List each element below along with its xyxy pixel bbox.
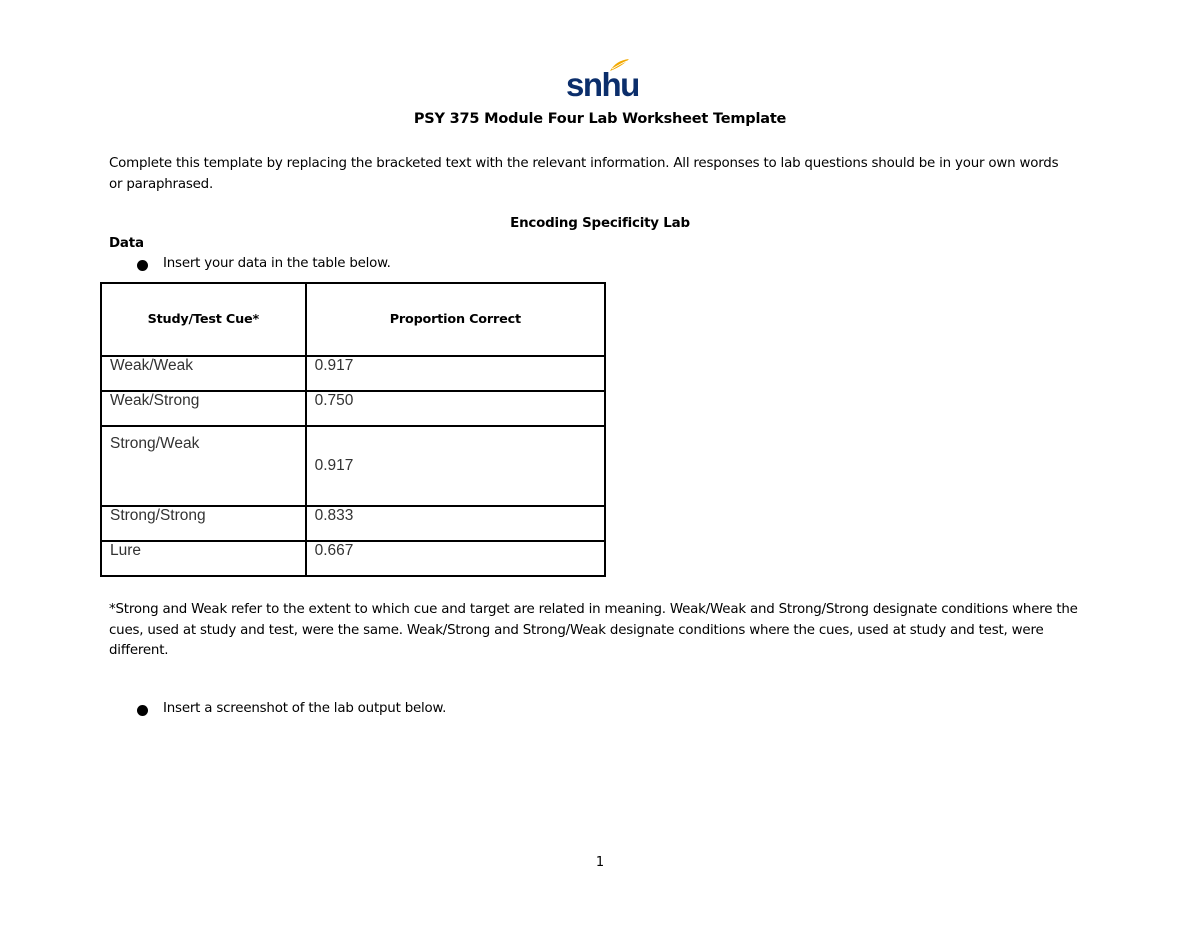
data-table <box>100 282 606 577</box>
table-row <box>101 391 605 426</box>
cue-cell[interactable]: Strong/Weak <box>101 426 306 506</box>
table-row <box>101 426 605 506</box>
header-study-test-cue: Study/Test Cue* <box>101 283 306 356</box>
value-cell[interactable]: 0.667 <box>306 541 605 576</box>
value-cell[interactable]: 0.917 <box>306 356 605 391</box>
page-number: 1 <box>595 855 605 870</box>
table-row <box>101 356 605 391</box>
section-title: Encoding Specificity Lab <box>510 216 690 231</box>
header-proportion-correct: Proportion Correct <box>306 283 605 356</box>
cue-cell[interactable]: Strong/Strong <box>101 506 306 541</box>
cue-cell[interactable]: Lure <box>101 541 306 576</box>
table-row <box>101 541 605 576</box>
snhu-logo <box>566 58 639 103</box>
value-cell[interactable]: 0.833 <box>306 506 605 541</box>
cue-cell[interactable]: Weak/Strong <box>101 391 306 426</box>
table-header-row <box>101 283 605 356</box>
value-cell[interactable]: 0.917 <box>306 426 605 506</box>
table-footnote: *Strong and Weak refer to the extent to which cue and target are related in meaning. Weak/Weak and Strong/Strong designate conditions where the cues, used at study and test, were the same. Weak/Strong and Strong/Weak designate conditions where the cues, used at study and test, were different. <box>109 602 1078 658</box>
cue-cell[interactable]: Weak/Weak <box>101 356 306 391</box>
value-cell[interactable]: 0.750 <box>306 391 605 426</box>
table-row <box>101 506 605 541</box>
intro-paragraph: Complete this template by replacing the bracketed text with the relevant information. All responses to lab questions should be in your own words or paraphrased. <box>109 156 1059 192</box>
logo-wordmark: snhu <box>566 66 639 103</box>
data-heading: Data <box>109 236 144 251</box>
bullet-icon <box>137 260 148 271</box>
document-title: PSY 375 Module Four Lab Worksheet Template <box>413 111 787 127</box>
bullet-text: Insert a screenshot of the lab output below. <box>163 701 447 716</box>
bullet-text: Insert your data in the table below. <box>163 256 391 271</box>
bullet-icon <box>137 705 148 716</box>
